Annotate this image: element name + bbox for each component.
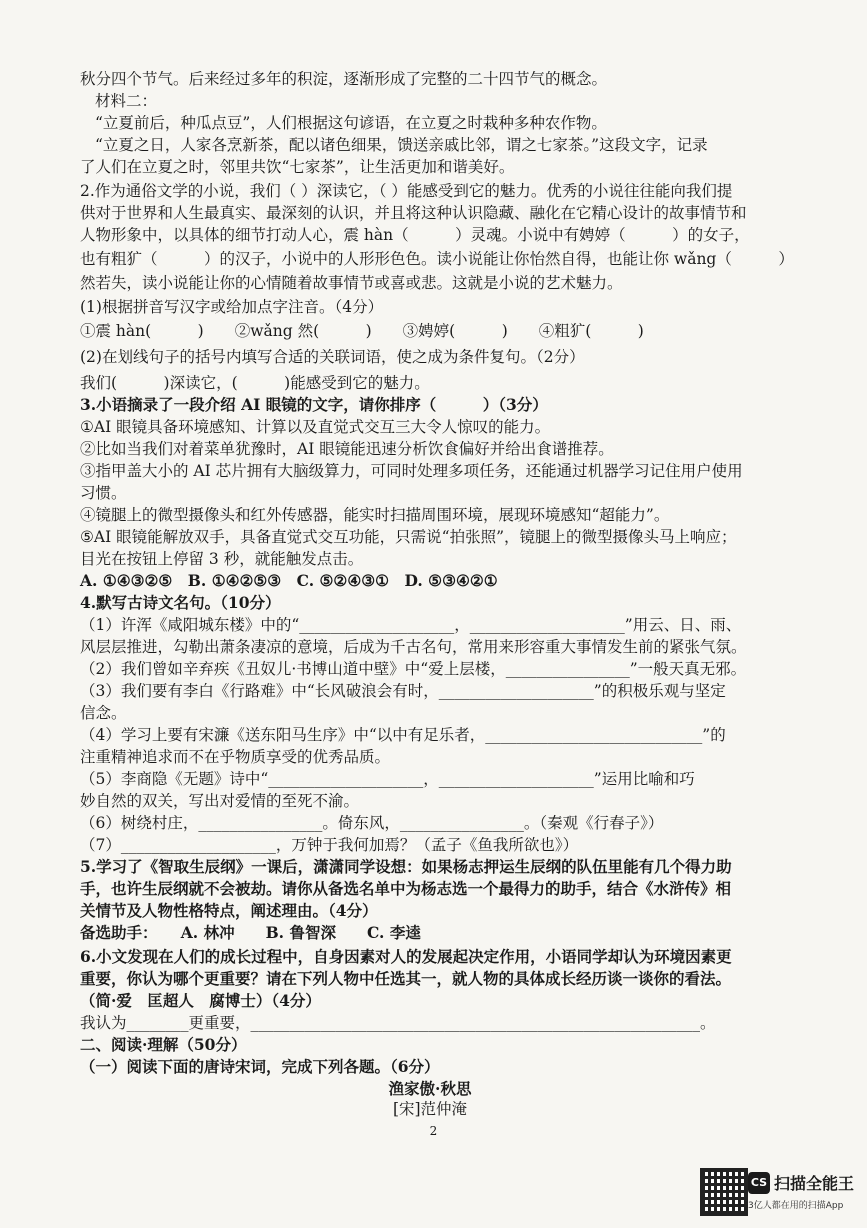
text-line: 风层层推进，勾勒出萧条凄凉的意境，后成为千古名句，常用来形容重大事情发生前的紧张气氛。: [80, 638, 747, 656]
section-heading: 二、阅读·理解（50分）: [80, 1035, 247, 1054]
helper-options: 备选助手： A. 林冲 B. 鲁智深 C. 李逵: [80, 923, 421, 942]
answer-options: A. ①④③②⑤ B. ①④②⑤③ C. ⑤②④③① D. ⑤③④②①: [80, 571, 498, 590]
text-line: 习惯。: [80, 484, 127, 502]
question-4: 4.默写古诗文名句。（10分）: [80, 593, 281, 612]
text-line: 信念。: [80, 704, 127, 722]
text-line: 妙自然的双关，写出对爱情的至死不渝。: [80, 792, 360, 810]
scanner-watermark: [700, 1168, 860, 1223]
text-line: ③指甲盖大小的 AI 芯片拥有大脑级算力，可同时处理多项任务，还能通过机器学习记住用户使用: [80, 462, 743, 480]
text-line: （6）树绕村庄，________________。倚东风，________________。（秦观《行春子》）: [80, 814, 664, 832]
text-line: （3）我们要有李白《行路难》中“长风破浪会有时，____________________”的积极乐观与坚定: [80, 682, 726, 700]
text-line: 目光在按钮上停留 3 秒，就能触发点击。: [80, 550, 364, 568]
text-line: 关情节及人物性格特点，阐述理由。（4分）: [80, 901, 378, 920]
answer-line: 我认为________更重要，__________________________________________________________。: [80, 1014, 716, 1032]
poem-title: 渔家傲·秋思: [388, 1079, 472, 1098]
text-line: 材料二：: [95, 92, 158, 110]
text-line: 手，也许生辰纲就不会被劫。请你从备选名单中为杨志选一个最得力的助手，结合《水浒传》相: [80, 879, 732, 898]
question-6: 6.小文发现在人们的成长过程中，自身因素对人的发展起决定作用，小语同学却认为环境因素更: [80, 947, 732, 966]
text-line: 供对于世界和人生最真实、最深刻的认识，并且将这种认识隐藏、融化在它精心设计的故事情节和: [80, 204, 747, 222]
text-line: 人物形象中，以具体的细节打动人心，震 hàn（ ）灵魂。小说中有娉婷（ ）的女子，: [80, 226, 750, 244]
text-line: “立夏之日，人家各烹新茶，配以诸色细果，馈送亲戚比邻，谓之七家茶。”这段文字，记录: [95, 136, 708, 154]
answer-blanks: ①震 hàn( ) ②wǎng 然( ) ③娉婷( ) ④粗犷( ): [80, 322, 644, 340]
sub-question: (1)根据拼音写汉字或给加点字注音。（4分）: [80, 298, 384, 316]
text-line: 重要，你认为哪个更重要？请在下列人物中任选其一，就人物的具体成长经历谈一谈你的看法。: [80, 969, 732, 988]
section-subheading: （一）阅读下面的唐诗宋词，完成下列各题。（6分）: [80, 1057, 440, 1076]
text-line: 然若失，读小说能让你的心情随着故事情节或喜或悲。这就是小说的艺术魅力。: [80, 274, 623, 292]
text-line: 注重精神追求而不在乎物质享受的优秀品质。: [80, 748, 391, 766]
text-line: （5）李商隐《无题》诗中“____________________，____________________”运用比喻和巧: [80, 770, 695, 788]
text-line: ①AI 眼镜具备环境感知、计算以及直觉式交互三大令人惊叹的能力。: [80, 418, 551, 436]
watermark-subtitle: 3亿人都在用的扫描App: [748, 1201, 844, 1211]
text-line: 了人们在立夏之时，邻里共饮“七家茶”，让生活更加和谐美好。: [80, 158, 515, 176]
sub-question: (2)在划线句子的括号内填写合适的关联词语，使之成为条件复句。（2分）: [80, 348, 585, 366]
question-3: 3.小语摘录了一段介绍 AI 眼镜的文字，请你排序（ ）（3分）: [80, 395, 548, 414]
question-5: 5.学习了《智取生辰纲》一课后，潇潇同学设想：如果杨志押运生辰纲的队伍里能有几个得力助: [80, 857, 732, 876]
text-line: （简·爱 匡超人 腐博士）（4分）: [80, 991, 321, 1010]
poem-author: [宋]范仲淹: [392, 1100, 468, 1118]
text-line: ⑤AI 眼镜能解放双手，具备直觉式交互功能，只需说“拍张照”，镜腿上的微型摄像头马上响应；: [80, 528, 737, 546]
text-line: “立夏前后，种瓜点豆”，人们根据这句谚语，在立夏之时栽种多种农作物。: [95, 114, 607, 132]
text-line: （1）许浑《咸阳城东楼》中的“____________________，____________________”用云、日、雨、: [80, 616, 742, 634]
page-number: 2: [429, 1124, 438, 1138]
text-line: （4）学习上要有宋濂《送东阳马生序》中“以中有足乐者，____________________________”的: [80, 726, 726, 744]
answer-blanks: 我们( )深读它，( )能感受到它的魅力。: [80, 374, 430, 392]
qr-code-icon: [700, 1168, 748, 1216]
question-2: 2.作为通俗文学的小说，我们（ ）深读它，（ ）能感受到它的魅力。优秀的小说往往能向我们提: [80, 182, 733, 200]
text-line: 秋分四个节气。后来经过多年的积淀，逐渐形成了完整的二十四节气的概念。: [80, 70, 608, 88]
text-line: ②比如当我们对着菜单犹豫时，AI 眼镜能迅速分析饮食偏好并给出食谱推荐。: [80, 440, 614, 458]
watermark-name: 扫描全能王: [774, 1174, 855, 1193]
text-line: 也有粗犷（ ）的汉子，小说中的人形形色色。读小说能让你怡然自得，也能让你 wǎng（ ）: [80, 250, 794, 268]
camscanner-logo: CS: [748, 1172, 770, 1194]
text-line: （2）我们曾如辛弃疾《丑奴儿·书博山道中壁》中“爱上层楼，________________”一般天真无邪。: [80, 660, 747, 678]
text-line: ④镜腿上的微型摄像头和红外传感器，能实时扫描周围环境，展现环境感知“超能力”。: [80, 506, 670, 524]
text-line: （7）____________________，万钟于我何加焉？（孟子《鱼我所欲也》）: [80, 836, 579, 854]
